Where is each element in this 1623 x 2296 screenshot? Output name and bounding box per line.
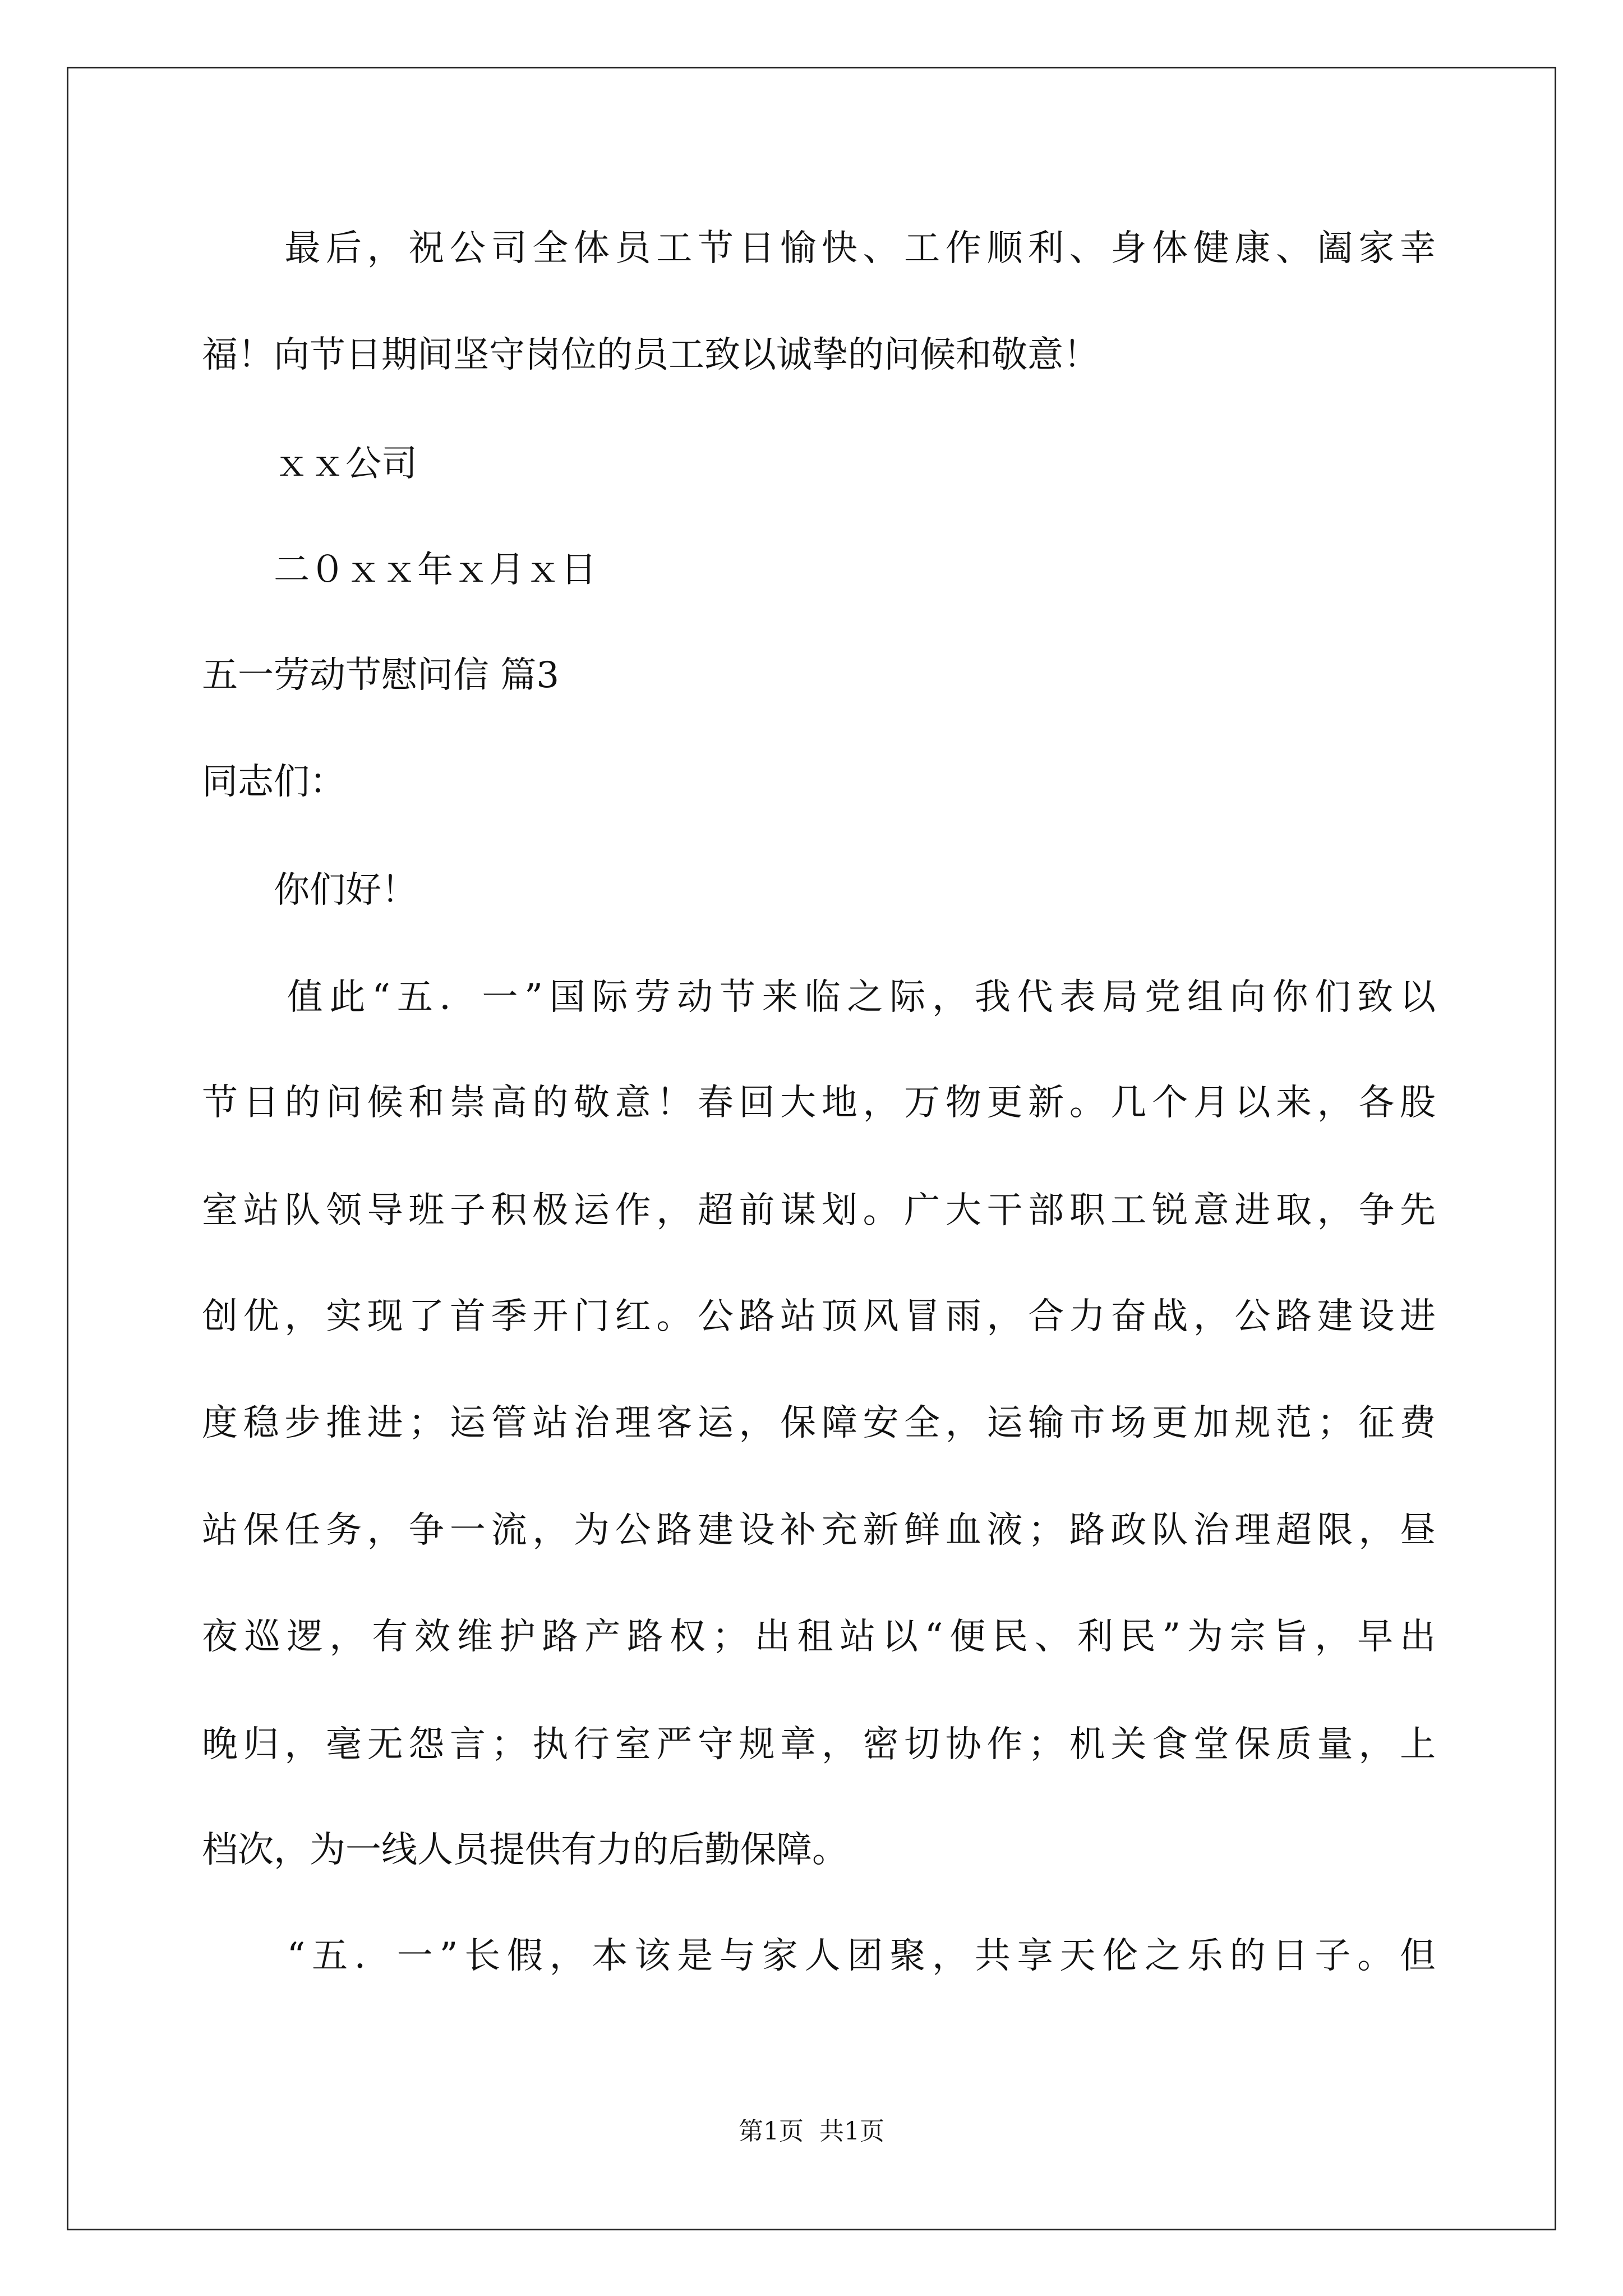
- paragraph-line-8: 值此“五．一”国际劳动节来临之际，我代表局党组向你们致以: [202, 977, 1436, 1018]
- paragraph-line-10: 室站队领导班子积极运作，超前谋划。广大干部职工锐意进取，争先: [202, 1190, 1436, 1231]
- paragraph-line-14: 夜巡逻，有效维护路产路权；出租站以“便民、利民”为宗旨，早出: [202, 1616, 1436, 1658]
- page-footer: 第1页 共1页: [739, 2117, 884, 2146]
- paragraph-line-15: 晚归，毫无怨言；执行室严守规章，密切协作；机关食堂保质量，上: [202, 1724, 1436, 1765]
- salutation: 同志们：: [202, 761, 345, 803]
- paragraph-line-12: 度稳步推进；运管站治理客运，保障安全，运输市场更加规范；征费: [202, 1402, 1436, 1444]
- paragraph-line-16: 档次，为一线人员提供有力的后勤保障。: [202, 1829, 848, 1871]
- paragraph-line-9: 节日的问候和崇高的敬意！春回大地，万物更新。几个月以来，各股: [202, 1082, 1436, 1124]
- section-title: 五一劳动节慰问信 篇3: [202, 655, 560, 696]
- paragraph-line-17: “五．一”长假，本该是与家人团聚，共享天伦之乐的日子。但: [202, 1935, 1436, 1977]
- paragraph-line-11: 创优，实现了首季开门红。公路站顶风冒雨，合力奋战，公路建设进: [202, 1296, 1436, 1337]
- paragraph-line-13: 站保任务，争一流，为公路建设补充新鲜血液；路政队治理超限，昼: [202, 1510, 1436, 1551]
- signature-company: ｘｘ公司: [202, 443, 417, 485]
- page-frame: [67, 67, 1556, 2230]
- signature-date: 二０ｘｘ年ｘ月ｘ日: [202, 549, 597, 591]
- greeting: 你们好！: [202, 869, 417, 911]
- paragraph-line-2: 福！向节日期间坚守岗位的员工致以诚挚的问候和敬意！: [202, 334, 1099, 376]
- paragraph-line-1: 最后，祝公司全体员工节日愉快、工作顺利、身体健康、阖家幸: [202, 228, 1436, 269]
